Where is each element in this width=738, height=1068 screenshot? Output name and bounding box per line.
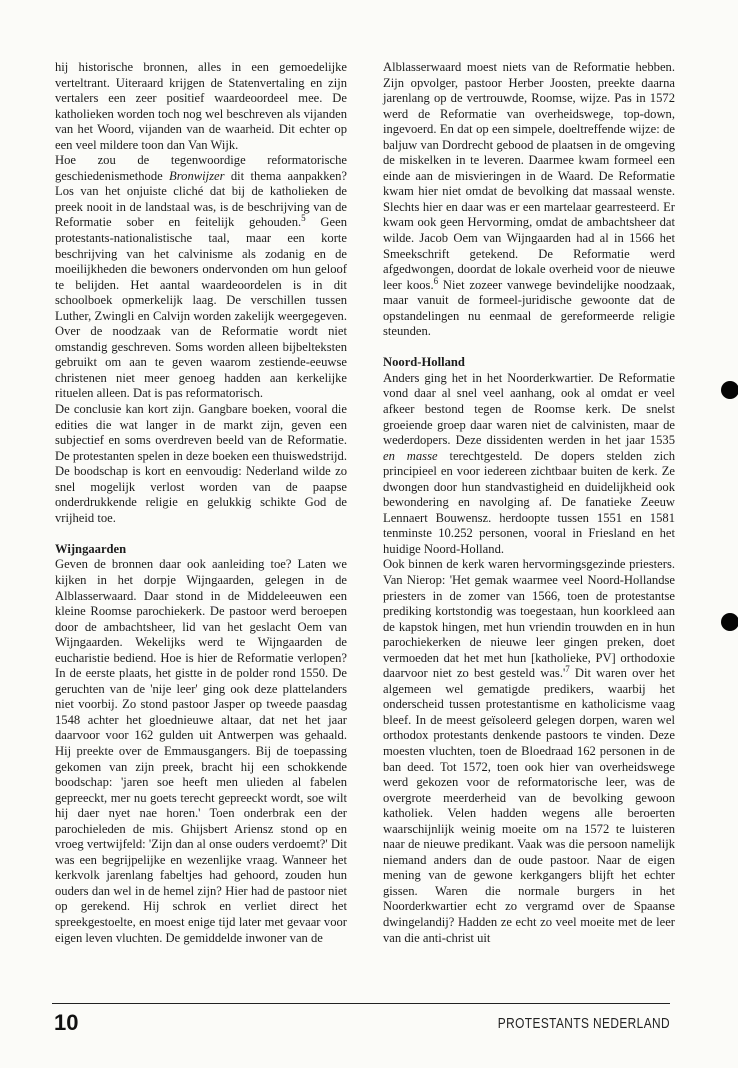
running-title: PROTESTANTS NEDERLAND (497, 1016, 670, 1032)
text-run: Hoe zou de tegenwoordige reformatorische geschiedenismethode (55, 153, 347, 183)
footnote-ref: 6 (433, 275, 439, 286)
paragraph: Geven de bronnen daar ook aanleiding toe? Laten we kijken in het dorpje Wijngaarden, gelegen in de Alblasserwaard. Daar stond in de Middeleeuwen een kleine Roomse parochiekerk. De pastoor werd beroepen door de ambachtsheer, lid van het geslacht Oem van Wijngaarden. Wekelijks werd te Wijngaarden de eucharistie bediend. Hoe is hier de Reformatie verlopen? In de eerste plaats, het gistte in de polder rond 1550. De geruchten van de 'nije leer' ging ook deze plattelanders niet voorbij. Zo stond pastoor Jasper op tweede paasdag 1548 achter het gloednieuwe altaar, dat net het jaar daarvoor voor 162 gulden uit Antwerpen was gehaald. Hij preekte over de Emmausgangers. Bij de toepassing gekomen van zijn preek, bracht hij een schokkende boodschap: 'jaren soe heeft men ulieden al fabelen gepreeckt, mer nu goets terecht gepreeckt wordt, soe wilt hij daer nyet nae horen.' Toen onderbrak een der parochieleden de mis. Ghijsbert Ariensz stond op en vroeg vertwijfeld: 'Zijn dan al onse ouders verdoemt?' Dit was een begrijpelijke en wezenlijke vraag. Wanneer het kerkvolk jarenlang fabeltjes had gehoord, zouden hun ouders dan wel in de hemel zijn? Hier had de pastoor niet op gerekend. Hij schrok en verliet direct het spreekgestoelte, en moest enige tijd later met gevaar voor eigen leven vluchten. De gemiddelde inwoner van de (55, 557, 347, 945)
punch-hole-bottom (721, 613, 738, 631)
paragraph (383, 60, 675, 340)
latin-phrase: en masse (383, 448, 438, 463)
left-column (55, 60, 347, 946)
paragraph (383, 371, 675, 558)
right-column (383, 60, 675, 946)
book-title: Bronwijzer (169, 168, 225, 183)
footer-rule (52, 1003, 670, 1004)
text-run: terechtgesteld. De dopers stelden zich principieel en voor iedereen zichtbaar buiten de kerk. Ze dwongen door hun standvastigheid en duidelijkheid ook bewondering en navolging af. De fanatieke Zeeuw Lennaert Bouwensz. herdoopte tussen 1551 en 1581 tenminste 10.252 personen, vooral in Friesland en het huidige Noord-Holland. (383, 448, 675, 556)
text-run: Alblasserwaard moest niets van de Reformatie hebben. Zijn opvolger, pastoor Herber Joosten, preekte daarna jarenlang op de vertrouwde, Roomse, wijze. Pas in 1572 werd de Reformatie van overheidswege, top-down, ingevoerd. En dat op een simpele, doeltreffende wijze: de baljuw van Dordrecht gebood de plaatsen in de omgeving de miskelken in te leveren. Daarmee kwam formeel een einde aan de misvieringen in de Waard. De Reformatie kwam hier niet omdat de bevolking dat massaal wenste. Slechts hier en daar was er een martelaar gearresteerd. Er kwam ook geen Hervorming, omdat de ambachtsheer dat wilde. Jacob Oem van Wijngaarden had al in 1566 het Smeekschrift getekend. De Reformatie werd afgedwongen, doordat de lokale overheid voor de nieuwe leer koos. (383, 60, 675, 292)
punch-hole-top (721, 381, 738, 399)
paragraph: hij historische bronnen, alles in een gemoedelijke verteltrant. Uiteraard krijgen de Statenvertaling en zijn vertalers een zeer positief waardeoordeel mee. De katholieken worden toch nog wel beschreven als vijanden van het Woord, vijanden van de waarheid. Dit echter op een veel mildere toon dan Van Wijk. (55, 60, 347, 152)
text-run: Ook binnen de kerk waren hervormingsgezinde priesters. Van Nierop: 'Het gemak waarmee veel Noord-Hollandse priesters in de zomer van 1566, toen de protestantse prediking kortstondig was toegestaan, hun koorkleed aan de kapstok hingen, met hun vriendin trouwden en in hun parochiekerken de nieuwe leer gingen preken, doet vermoeden dat het met hun [katholieke, PV] orthodoxie daarvoor niet zo best gesteld was.' (383, 557, 675, 681)
section-heading-wijngaarden: Wijngaarden (55, 541, 127, 556)
paragraph: De conclusie kan kort zijn. Gangbare boeken, vooral die edities die wat langer in de markt zijn, geven een subjectief en soms overdreven beeld van de Reformatie. De protestanten spelen in deze boeken een thuiswedstrijd. De boodschap is kort en eenvoudig: Nederland wilde zo snel mogelijk verlost worden van de paapse onderdrukkende religie en gelukkig schikte God de vrijheid toe. (55, 402, 347, 525)
paragraph (383, 557, 675, 946)
paragraph (55, 153, 347, 402)
footnote-ref: 5 (301, 213, 306, 224)
text-run: Geen protestants-nationalistische taal, maar een korte beschrijving van het calvinisme als zodanig en de moeilijkheden die bewoners ondervonden om hun geloof te belijden. Het aantal waardeoordelen is in dit schoolboek opmerkelijk laag. De verschillen tussen Luther, Zwingli en Calvijn worden zakelijk weergegeven. Over de noodzaak van de Reformatie wordt niet omstandig geschreven. Soms worden alleen bijbelteksten gebruikt om aan te geven waarom zestiende-eeuwse christenen niet meer genoeg hadden aan kerkelijke rituelen alleen. Dat is pas reformatorisch. (55, 215, 347, 401)
text-run: Dit waren over het algemeen wel gematigde predikers, waarbij het onderscheid tussen protestantisme en katholicisme vaag bleef. In de meest geïsoleerd gelegen dorpen, waren wel orthodox protestants denkende pastoors te vinden. Deze moesten vluchten, toen de Bloedraad 162 personen in de ban deed. Tot 1572, toen ook hier van overheidswege werd gekozen voor de reformatorische leer, was de overgrote meerderheid van de bevolking gewoon katholiek. Velen hadden wegens alle beroerten waarschijnlijk weinig moeite om na 1572 te luisteren naar de nieuwe predikant. Vaak was die persoon namelijk niemand anders dan de oude pastoor. Naar de eigen mening van de gewone kerkgangers blijft het echter gissen. Waren die normale burgers in het Noorderkwartier echt zo vergramd over de Spaanse dwingelandij? Hadden ze echt zo veel moeite met de leer van die anti-christ uit (383, 666, 676, 945)
text-run: dit thema aanpakken? Los van het onjuiste cliché dat bij de katholieken de preek nooit in de landstaal was, is de beschrijving van de Reformatie sober en feitelijk gehouden. (55, 168, 347, 230)
footnote-ref: 7 (565, 664, 570, 675)
section-heading-noord-holland: Noord-Holland (383, 355, 465, 370)
text-run: Anders ging het in het Noorderkwartier. De Reformatie vond daar al snel veel aanhang, ook al omdat er veel afkeer bestond tegen de Roomse kerk. De snelst groeiende groep daar waren niet de calvinisten, maar de wederdopers. Deze dissidenten werden in het jaar 1535 (383, 370, 675, 448)
text-run: Niet zozeer vanwege bevindelijke noodzaak, maar vanuit de formeel-juridische gewoonte dat de opstandelingen nu eenmaal de gereformeerde religie steunden. (383, 277, 675, 339)
page-number: 10 (54, 1010, 79, 1035)
